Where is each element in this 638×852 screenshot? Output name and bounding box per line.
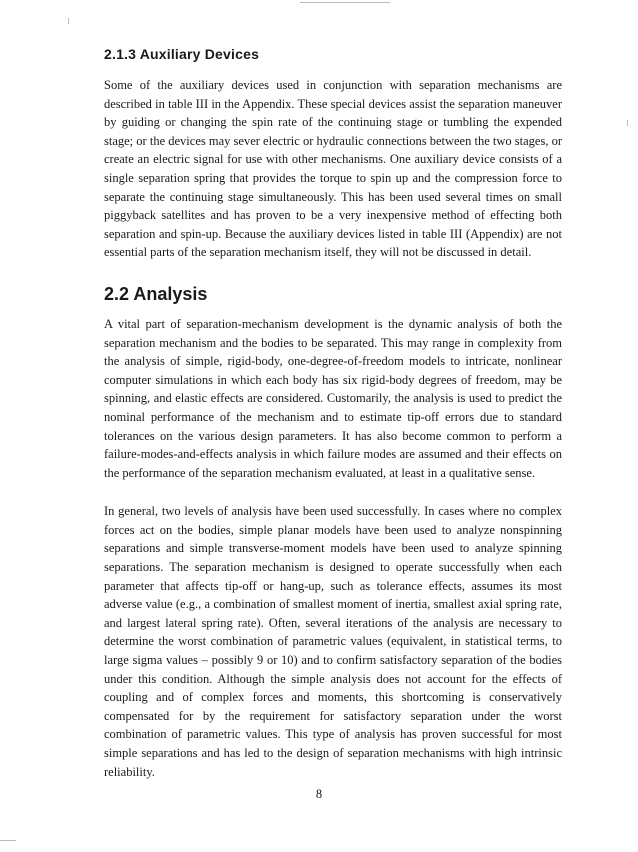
paragraph-analysis-1: A vital part of separation-mechanism development is the dynamic analysis of both the separation mechanism and the bodies to be separated. This may range in complexity from the analysis of simple, rigid-body, one-degree-of-freedom models to intricate, nonlinear computer simulations in which each body has six rigid-body degrees of freedom, may be spinning, and elastic effects are considered. Customarily, the analysis is used to predict the nominal performance of the mechanism and to estimate tip-off errors due to standard tolerances on the various design parameters. It has also become common to perform a failure-modes-and-effects analysis in which failure modes are assumed and their effects on the performance of the separation mechanism evaluated, at least in a qualitative sense. <box>104 316 562 480</box>
paragraph-analysis-2: In general, two levels of analysis have been used successfully. In cases where no complex forces act on the bodies, simple planar models have been used to analyze nonspinning separations and simple transverse-moment models have been used to analyze spinning separations. The separation mechanism is designed to operate successfully when each parameter that affects tip-off or hang-up, such as tolerance effects, assumes its most adverse value (e.g., a combination of smallest moment of inertia, smallest axial spring rate, and largest lateral spring rate). Often, several iterations of the analysis are necessary to determine the worst combination of parametric values (equivalent, in statistical terms, to large sigma values – possibly 9 or 10) and to confirm satisfactory separation of the bodies under this condition. Although the simple analysis does not account for the effects of coupling and of complex forces and moments, this shortcoming is conservatively compensated for by the requirement for satisfactory separation under the worst combination of parametric values. This type of analysis has proven successful for most simple separations and has led to the design of separation mechanisms with high intrinsic reliability. <box>104 504 562 779</box>
section-heading-auxiliary-devices: 2.1.3 Auxiliary Devices <box>104 46 260 62</box>
section-heading-analysis: 2.2 Analysis <box>104 283 208 304</box>
scan-mark-bottom-left <box>0 840 16 841</box>
scan-mark-left <box>68 18 69 24</box>
scan-mark-right <box>627 120 628 126</box>
paragraph-auxiliary-devices: Some of the auxiliary devices used in conjunction with separation mechanisms are described in table III in the Appendix. These special devices assist the separation maneuver by guiding or changing the spin rate of the continuing stage or tumbling the expended stage; or the devices may sever electric or hydraulic connections between the two stages, or create an electric signal for use with other mechanisms. One auxiliary device consists of a single separation spring that provides the torque to spin up and the compression force to separate the continuing stage simultaneously. This has been used several times on small piggyback satellites and has proven to be a very inexpensive method of effecting both separation and spin-up. Because the auxiliary devices listed in table III (Appendix) are not essential parts of the separation mechanism itself, they will not be discussed in detail. <box>104 78 562 260</box>
page-number: 8 <box>315 787 323 801</box>
scan-mark-top <box>300 2 390 3</box>
page-content <box>104 46 562 801</box>
